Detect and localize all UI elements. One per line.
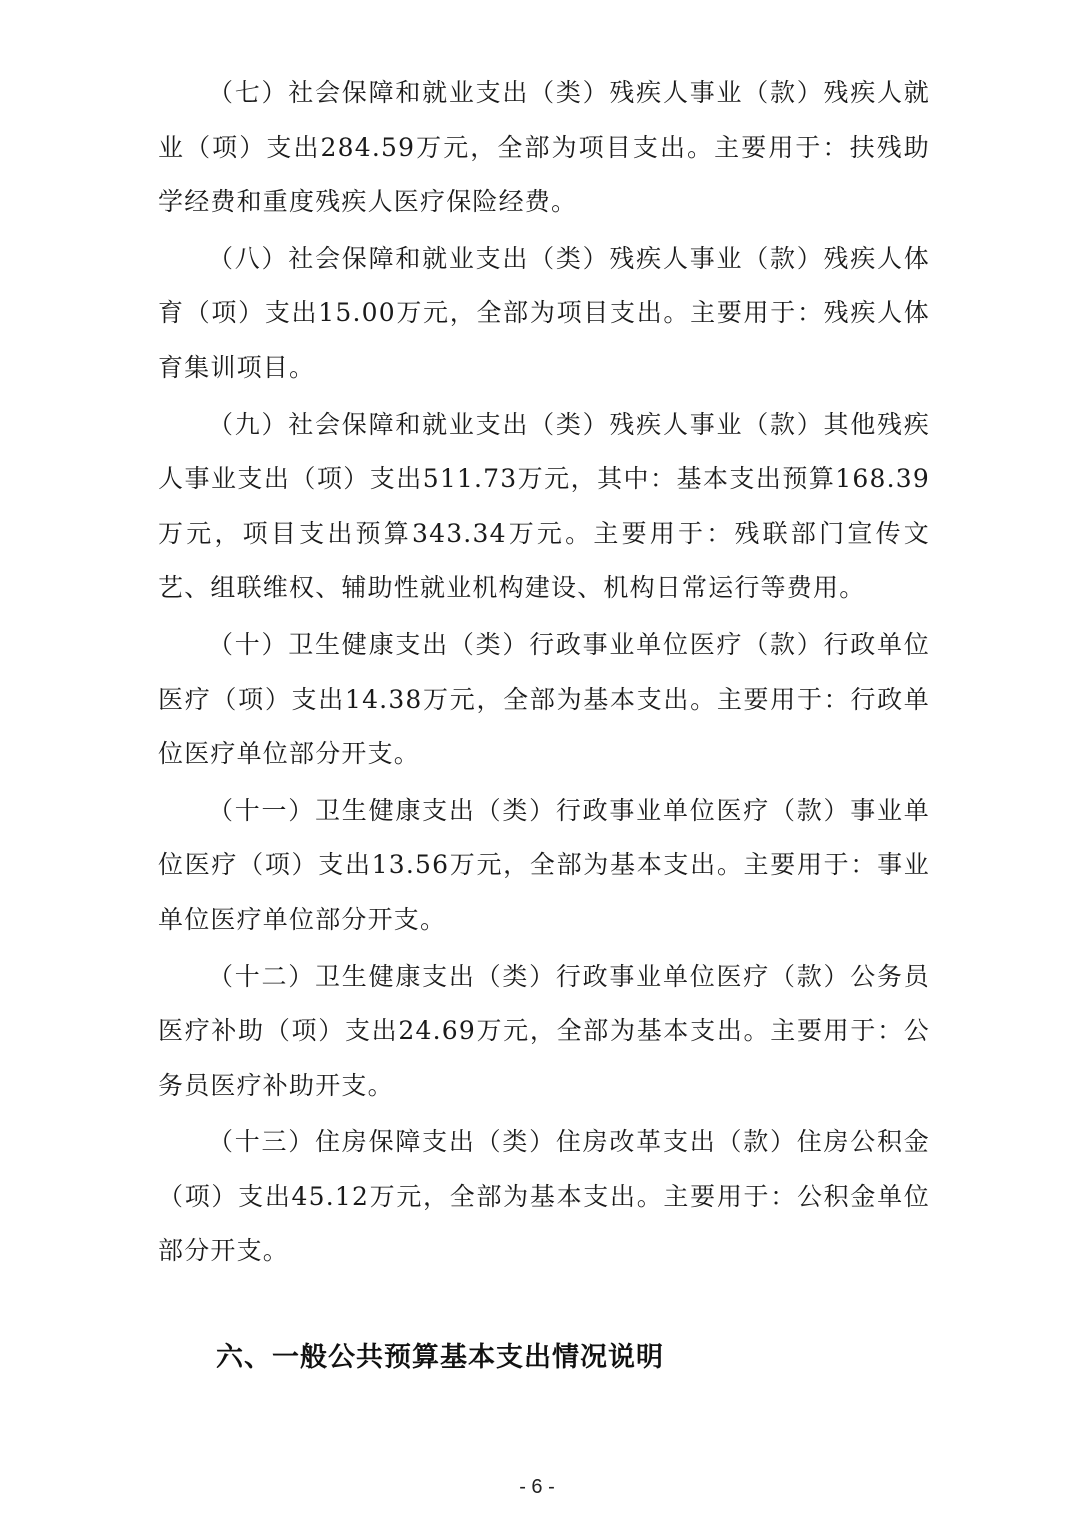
paragraph-item-13: （十三）住房保障支出（类）住房改革支出（款）住房公积金（项）支出45.12万元，全部为基本支出。主要用于：公积金单位部分开支。	[158, 1127, 930, 1266]
body-text	[158, 66, 930, 1281]
paragraph-item-7: （七）社会保障和就业支出（类）残疾人事业（款）残疾人就业（项）支出284.59万元，全部为项目支出。主要用于：扶残助学经费和重度残疾人医疗保险经费。	[158, 78, 930, 217]
page-number: - 6 -	[519, 1476, 555, 1498]
paragraph-item-12: （十二）卫生健康支出（类）行政事业单位医疗（款）公务员医疗补助（项）支出24.69万元，全部为基本支出。主要用于：公务员医疗补助开支。	[158, 961, 930, 1100]
paragraph-item-11: （十一）卫生健康支出（类）行政事业单位医疗（款）事业单位医疗（项）支出13.56万元，全部为基本支出。主要用于：事业单位医疗单位部分开支。	[158, 795, 930, 934]
section-heading: 六、一般公共预算基本支出情况说明	[216, 1342, 664, 1373]
paragraph-item-10: （十）卫生健康支出（类）行政事业单位医疗（款）行政单位医疗（项）支出14.38万元，全部为基本支出。主要用于：行政单位医疗单位部分开支。	[158, 629, 930, 769]
paragraph-item-9: （九）社会保障和就业支出（类）残疾人事业（款）其他残疾人事业支出（项）支出511.73万元，其中：基本支出预算168.39万元，项目支出预算343.34万元。主要用于：残联部门宣传文艺、组联维权、辅助性就业机构建设、机构日常运行等费用。	[158, 409, 930, 603]
paragraph-item-8: （八）社会保障和就业支出（类）残疾人事业（款）残疾人体育（项）支出15.00万元，全部为项目支出。主要用于：残疾人体育集训项目。	[158, 243, 930, 382]
